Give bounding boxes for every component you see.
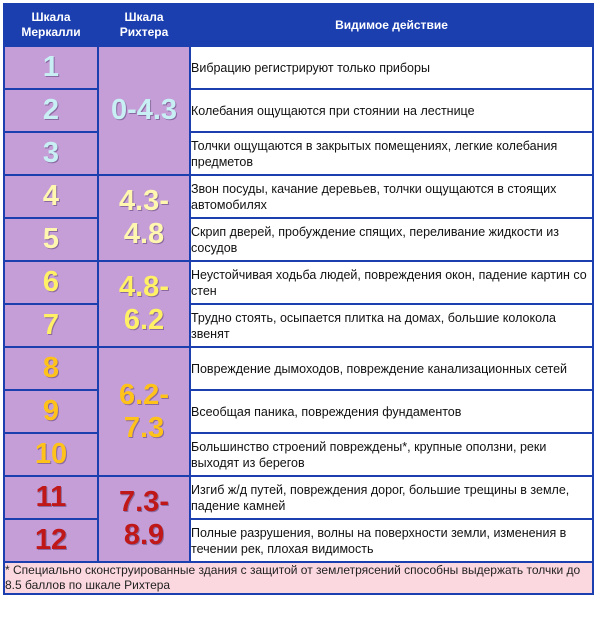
mercalli-value: 10 xyxy=(4,433,98,476)
mercalli-value: 7 xyxy=(4,304,98,347)
mercalli-value: 11 xyxy=(4,476,98,519)
richter-range: 7.3-8.9 xyxy=(98,476,190,562)
effect-description: Колебания ощущаются при стоянии на лестнице xyxy=(190,89,593,132)
mercalli-value: 12 xyxy=(4,519,98,562)
mercalli-value: 8 xyxy=(4,347,98,390)
table-row xyxy=(4,476,593,519)
effect-description: Изгиб ж/д путей, повреждения дорог, большие трещины в земле, падение камней xyxy=(190,476,593,519)
effect-description: Большинство строений повреждены*, крупные оползни, реки выходят из берегов xyxy=(190,433,593,476)
header-effect: Видимое действие xyxy=(190,4,593,46)
effect-description: Вибрацию регистрируют только приборы xyxy=(190,46,593,89)
table-row xyxy=(4,132,593,175)
effect-description: Толчки ощущаются в закрытых помещениях, легкие колебания предметов xyxy=(190,132,593,175)
richter-range: 4.8-6.2 xyxy=(98,261,190,347)
mercalli-value: 3 xyxy=(4,132,98,175)
mercalli-value: 6 xyxy=(4,261,98,304)
mercalli-value: 5 xyxy=(4,218,98,261)
effect-description: Трудно стоять, осыпается плитка на домах, большие колокола звенят xyxy=(190,304,593,347)
mercalli-value: 2 xyxy=(4,89,98,132)
footnote-row xyxy=(4,562,593,594)
table-row xyxy=(4,519,593,562)
table-row xyxy=(4,218,593,261)
earthquake-scale-table xyxy=(3,3,594,595)
table-row xyxy=(4,390,593,433)
header-row xyxy=(4,4,593,46)
header-mercalli: Шкала Меркалли xyxy=(4,4,98,46)
effect-description: Всеобщая паника, повреждения фундаментов xyxy=(190,390,593,433)
richter-range: 6.2-7.3 xyxy=(98,347,190,476)
mercalli-value: 4 xyxy=(4,175,98,218)
effect-description: Скрип дверей, пробуждение спящих, переливание жидкости из сосудов xyxy=(190,218,593,261)
table-row xyxy=(4,89,593,132)
effect-description: Звон посуды, качание деревьев, толчки ощущаются в стоящих автомобилях xyxy=(190,175,593,218)
header-richter: Шкала Рихтера xyxy=(98,4,190,46)
table-row xyxy=(4,46,593,89)
richter-range: 4.3-4.8 xyxy=(98,175,190,261)
richter-range: 0-4.3 xyxy=(98,46,190,175)
table-row xyxy=(4,347,593,390)
mercalli-value: 9 xyxy=(4,390,98,433)
table-body xyxy=(4,46,593,562)
table-row xyxy=(4,304,593,347)
effect-description: Повреждение дымоходов, повреждение канализационных сетей xyxy=(190,347,593,390)
effect-description: Неустойчивая ходьба людей, повреждения окон, падение картин со стен xyxy=(190,261,593,304)
effect-description: Полные разрушения, волны на поверхности земли, изменения в течении рек, плохая видимость xyxy=(190,519,593,562)
table-row xyxy=(4,433,593,476)
mercalli-value: 1 xyxy=(4,46,98,89)
footnote: * Специально сконструированные здания с защитой от землетрясений способны выдержать толчки до 8.5 баллов по шкале Рихтера xyxy=(4,562,593,594)
table-row xyxy=(4,175,593,218)
table-row xyxy=(4,261,593,304)
